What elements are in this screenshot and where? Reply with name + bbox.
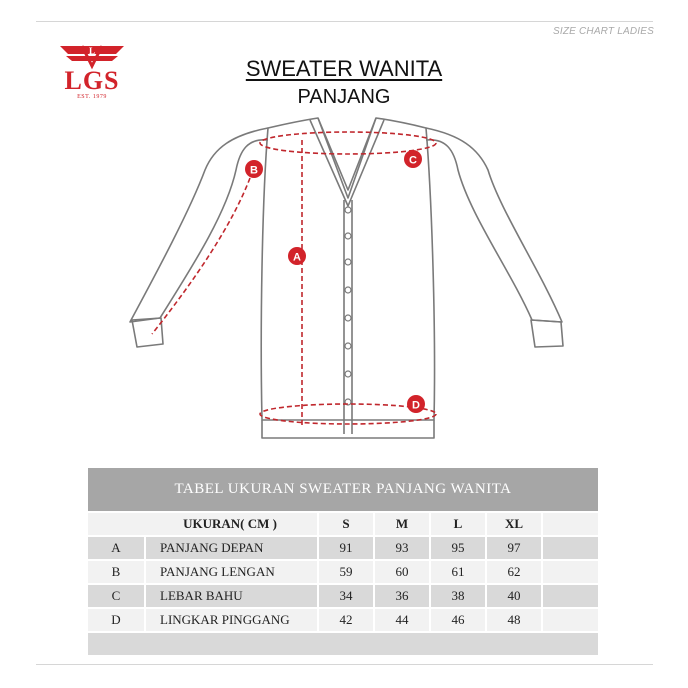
row-value: 95	[431, 537, 485, 559]
row-value: 97	[487, 537, 541, 559]
table-row	[88, 561, 598, 583]
row-value: 48	[487, 609, 541, 631]
svg-text:C: C	[409, 154, 417, 167]
size-header-l: L	[431, 513, 485, 535]
row-value: 60	[375, 561, 429, 583]
svg-text:A: A	[293, 251, 301, 264]
logo-text: LGS	[64, 66, 120, 95]
bottom-divider	[36, 664, 653, 665]
marker-d	[407, 395, 425, 413]
sweater-buttons	[345, 207, 351, 405]
size-table	[88, 468, 598, 655]
row-value: 93	[375, 537, 429, 559]
row-name: PANJANG LENGAN	[160, 564, 275, 579]
row-value: 91	[319, 537, 373, 559]
size-header-m: M	[375, 513, 429, 535]
marker-a	[288, 247, 306, 265]
row-name: LEBAR BAHU	[160, 588, 243, 603]
corner-label: SIZE CHART LADIES	[552, 26, 654, 37]
page-subtitle: PANJANG	[297, 86, 391, 108]
table-row	[88, 537, 598, 559]
size-header-s: S	[319, 513, 373, 535]
row-value: 36	[375, 585, 429, 607]
logo-mark-letter: L	[88, 46, 96, 56]
row-value: 34	[319, 585, 373, 607]
row-code: B	[88, 561, 144, 583]
sweater-outline	[130, 118, 563, 438]
row-value: 40	[487, 585, 541, 607]
row-value: 61	[431, 561, 485, 583]
row-code: A	[88, 537, 144, 559]
row-value: 42	[319, 609, 373, 631]
measure-line-b	[152, 178, 250, 334]
page-title: SWEATER WANITA	[245, 56, 443, 81]
row-value: 38	[431, 585, 485, 607]
svg-text:D: D	[412, 399, 420, 412]
table-row	[88, 585, 598, 607]
table-row	[88, 609, 598, 631]
marker-c	[404, 150, 422, 168]
table-blank-row	[88, 633, 598, 655]
row-value: 46	[431, 609, 485, 631]
row-value: 62	[487, 561, 541, 583]
row-name: LINGKAR PINGGANG	[160, 612, 290, 627]
marker-b	[245, 160, 263, 178]
size-header: UKURAN( CM )	[88, 513, 317, 535]
table-header-row	[88, 513, 598, 535]
logo-est: EST. 1979	[77, 94, 107, 100]
row-value: 59	[319, 561, 373, 583]
size-header-xl: XL	[487, 513, 541, 535]
row-code: D	[88, 609, 144, 631]
measure-lines	[152, 132, 436, 428]
row-name: PANJANG DEPAN	[160, 540, 264, 555]
row-code: C	[88, 585, 144, 607]
row-value: 44	[375, 609, 429, 631]
table-title: TABEL UKURAN SWEATER PANJANG WANITA	[88, 468, 598, 511]
svg-text:B: B	[250, 164, 258, 177]
